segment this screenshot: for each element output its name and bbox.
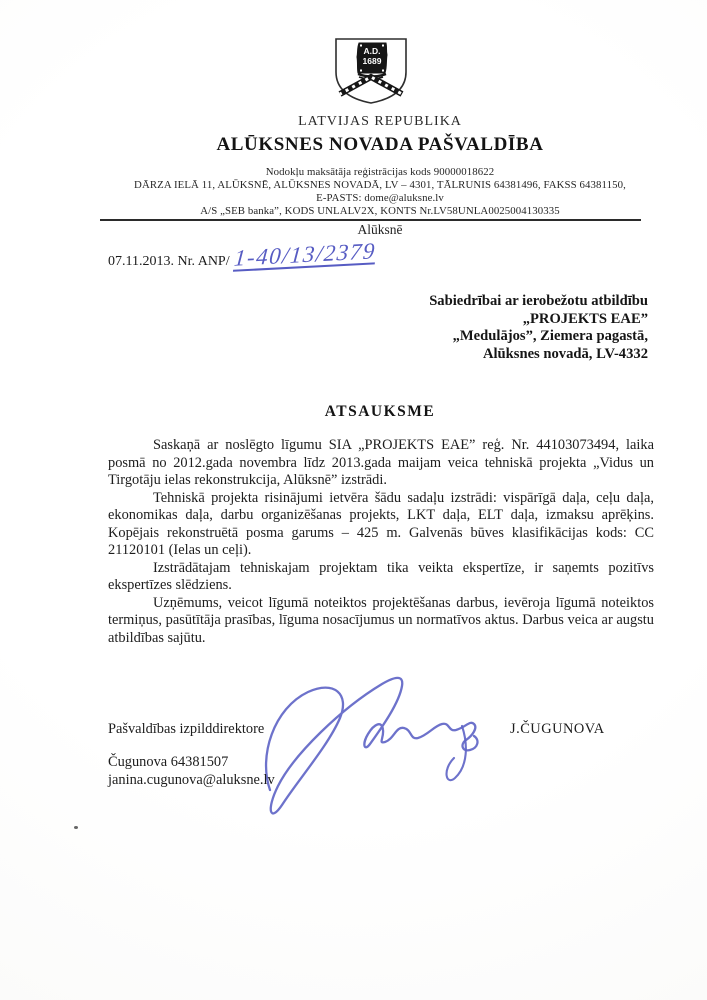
aluksne-coat-of-arms-icon — [332, 36, 410, 106]
email-line: E-PASTS: dome@aluksne.lv — [316, 192, 444, 204]
scan-artifact-speck — [74, 826, 78, 829]
signer-name: J.ČUGUNOVA — [510, 721, 605, 737]
handwritten-signature-icon — [222, 660, 492, 830]
reference-line — [108, 238, 377, 271]
handwritten-reference-number: 1-40/13/2379 — [232, 238, 377, 271]
letter-body — [108, 437, 654, 647]
body-paragraph: Izstrādātajam tehniskajam projektam tika veikta ekspertīze, ir saņemts pozitīvs ekspertīzes slēdziens. — [108, 559, 654, 593]
document-title: ATSAUKSME — [324, 403, 436, 420]
bank-account-line: A/S „SEB banka”, KODS UNLALV2X, KONTS Nr.LV58UNLA0025004130335 — [200, 205, 560, 217]
tax-registration-line: Nodokļu maksātāja reģistrācijas kods 90000018622 — [265, 166, 495, 178]
contact-phone: Čugunova 64381507 — [108, 754, 229, 770]
organization-name: ALŪKSNES NOVADA PAŠVALDĪBA — [216, 134, 544, 155]
signer-role: Pašvaldības izpilddirektore — [108, 721, 265, 737]
place-name: Alūksnē — [357, 222, 403, 237]
body-paragraph: Uzņēmums, veicot līgumā noteiktos projektēšanas darbus, ievēroja līgumā noteiktos termiņus, pasūtītāja prasības, līguma nosacījumus un normatīvos aktus. Darbus veica ar augstu atbildības sajūtu. — [108, 594, 654, 646]
recipient-line: „Medulājos”, Ziemera pagastā, — [452, 328, 648, 344]
letterhead-divider — [100, 219, 641, 221]
recipient-address-block — [429, 293, 648, 363]
book-text-year: 1689 — [362, 56, 382, 66]
country-name: LATVIJAS REPUBLIKA — [298, 114, 462, 129]
recipient-line: „PROJEKTS EAE” — [522, 310, 648, 327]
address-line: DĀRZA IELĀ 11, ALŪKSNĒ, ALŪKSNES NOVADĀ, LV – 4301, TĀLRUNIS 64381496, FAKSS 64381150, — [134, 179, 626, 191]
book-text-ad: A.D. — [363, 46, 381, 56]
recipient-line: Sabiedrībai ar ierobežotu atbildību — [429, 293, 648, 309]
recipient-line: Alūksnes novadā, LV-4332 — [482, 345, 648, 362]
date-and-number-prefix: 07.11.2013. Nr. ANP/ — [108, 254, 230, 269]
contact-email: janina.cugunova@aluksne.lv — [108, 772, 275, 788]
body-paragraph: Tehniskā projekta risinājumi ietvēra šādu sadaļu izstrādi: vispārīgā daļa, ceļu daļa, ekonomikas daļa, darbu organizēšanas projekts, LKT daļa, ELT daļa, izmaksu aprēķins. Kopējais rekonstruētā posma garums – 425 m. Galvenās būves klasifikācijas kods: CC 21120101 (Ielas un ceļi). — [108, 489, 654, 558]
body-paragraph: Saskaņā ar noslēgto līgumu SIA „PROJEKTS EAE” reģ. Nr. 44103073494, laika posmā no 2012.gada novembra līdz 2013.gada maijam veica tehniskā projekta „Vidus un Tirgotāju ielas rekonstrukcija, Alūksnē” izstrādi. — [108, 437, 654, 488]
